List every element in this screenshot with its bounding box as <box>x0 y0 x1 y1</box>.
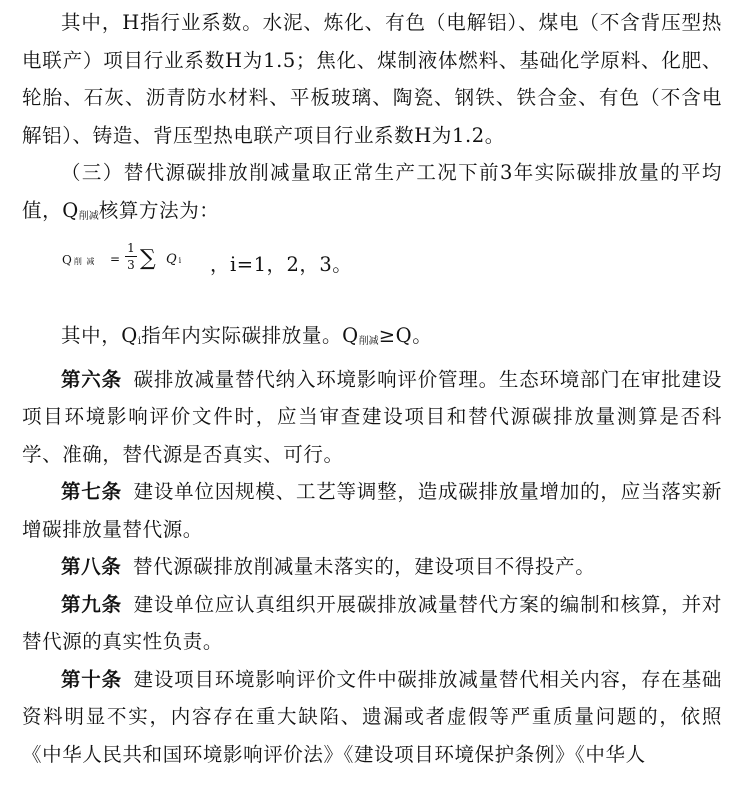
article-title: 第七条 <box>61 480 122 503</box>
formula-term <box>166 252 181 267</box>
article-text: 建设项目环境影响评价文件中碳排放减量替代相关内容，存在基础资料明显不实，内容存在重大缺陷、遗漏或者虚假等严重质量问题的，依照《中华人民共和国环境影响评价法》《建设项目环境保护条例》《中华人 <box>22 667 722 766</box>
paragraph-text-tail: ≥Q。 <box>378 324 433 347</box>
paragraph-text: 其中，H指行业系数。水泥、炼化、有色（电解铝）、煤电（不含背压型热电联产）项目行业系数H为1.5；焦化、煤制液体燃料、基础化学原料、化肥、轮胎、石灰、沥青防水材料、平板玻璃、陶瓷、钢铁、铁合金、有色（不含电解铝）、铸造、背压型热电联产项目行业系数H为1.2。 <box>22 11 722 147</box>
formula-denominator: 3 <box>127 258 135 272</box>
formula-fraction <box>125 241 137 272</box>
formula-term-subscript: i <box>178 256 182 265</box>
article-title: 第八条 <box>61 555 122 578</box>
subscript-reduction: 削减 <box>78 210 99 222</box>
paragraph-text-tail: 核算方法为： <box>98 198 220 222</box>
paragraph-text: （三）替代源碳排放削减量取正常生产工况下前3年实际碳排放量的平均值，Q <box>22 161 722 222</box>
subscript-i: i <box>137 336 142 347</box>
formula-range: ，i=1，2，3。 <box>210 253 353 276</box>
formula-numerator: 1 <box>127 241 135 255</box>
article-10 <box>22 661 722 774</box>
paragraph-text: 其中，Q <box>61 324 138 347</box>
paragraph-text-mid: 指年内实际碳排放量。Q <box>141 324 359 347</box>
article-text: 替代源碳排放削减量未落实的，建设项目不得投产。 <box>133 555 596 578</box>
article-title: 第六条 <box>61 367 122 391</box>
article-6 <box>22 361 722 474</box>
article-title: 第九条 <box>61 592 122 616</box>
article-7 <box>22 473 722 548</box>
sigma-symbol: ∑ <box>140 246 156 271</box>
article-title: 第十条 <box>61 667 122 691</box>
formula-term-symbol: Q <box>166 252 177 267</box>
paragraph-substitute-reduction <box>22 154 722 235</box>
article-text: 碳排放减量替代纳入环境影响评价管理。生态环境部门在审批建设项目环境影响评价文件时，应当审查建设项目和替代源碳排放量测算是否科学、准确，替代源是否真实、可行。 <box>22 367 722 466</box>
paragraph-qi-definition <box>22 317 722 361</box>
article-8 <box>22 548 722 586</box>
reduction-formula <box>22 239 722 297</box>
document-page <box>22 4 722 773</box>
article-text: 建设单位因规模、工艺等调整，造成碳排放量增加的，应当落实新增碳排放量替代源。 <box>22 480 722 541</box>
formula-equals: = <box>110 252 121 266</box>
formula-lhs-subscript: 削 减 <box>73 257 96 266</box>
article-9 <box>22 586 722 661</box>
fraction-bar <box>125 256 137 257</box>
subscript-reduction: 削减 <box>358 336 379 347</box>
article-text: 建设单位应认真组织开展碳排放减量替代方案的编制和核算，并对替代源的真实性负责。 <box>22 592 722 653</box>
paragraph-industry-coefficient <box>22 4 722 154</box>
formula-lhs <box>62 253 95 267</box>
formula-lhs-symbol: Q <box>62 253 72 267</box>
